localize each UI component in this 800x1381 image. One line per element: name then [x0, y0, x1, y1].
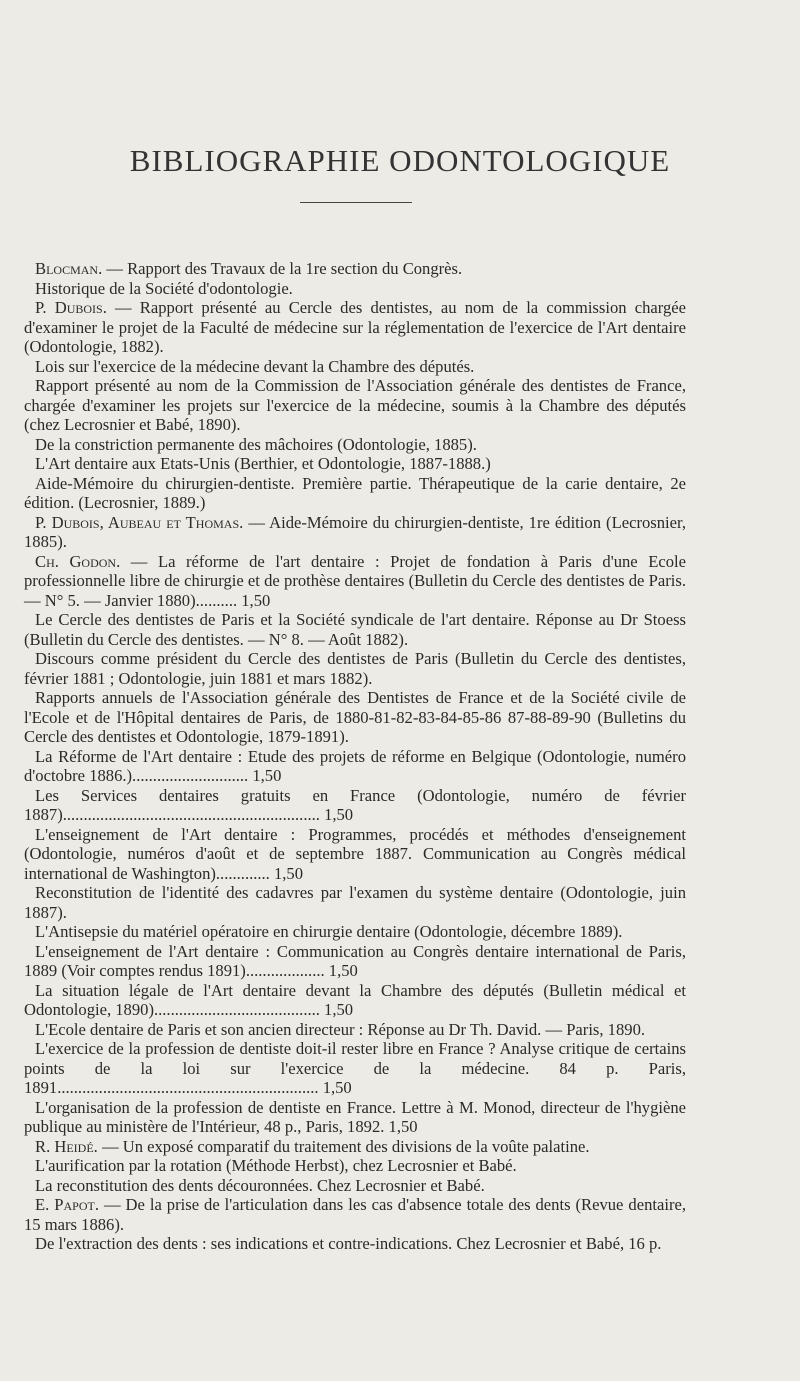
bibliography-entry	[24, 376, 686, 435]
bibliography-entry	[24, 1176, 686, 1196]
entry-text: Le Cercle des dentistes de Paris et la Société syndicale de l'art dentaire. Réponse au Dr Stoess (Bulletin du Cercle des dentistes. — N° 8. — Août 1882).	[24, 610, 686, 649]
entry-text: Rapport présenté au nom de la Commission de l'Association générale des dentistes de France, chargée d'examiner les projets sur l'exercice de la médecine, soumis à la Chambre des députés (chez Lecrosnier et Babé, 1890).	[24, 376, 686, 434]
entry-text: Reconstitution de l'identité des cadavres par l'examen du système dentaire (Odontologie, juin 1887).	[24, 883, 686, 922]
bibliography-entry	[24, 825, 686, 884]
entry-text: L'aurification par la rotation (Méthode Herbst), chez Lecrosnier et Babé.	[35, 1156, 517, 1175]
bibliography-entry	[24, 786, 686, 825]
bibliography-entry	[24, 649, 686, 688]
title-divider	[300, 202, 412, 203]
entry-text: L'Ecole dentaire de Paris et son ancien directeur : Réponse au Dr Th. David. — Paris, 1890.	[35, 1019, 646, 1039]
entry-author: Ch. Godon.	[35, 551, 121, 571]
bibliography-entry	[24, 552, 686, 611]
entry-text: Aide-Mémoire du chirurgien-dentiste. Première partie. Thérapeutique de la carie dentaire, 2e édition. (Lecrosnier, 1889.)	[24, 473, 686, 512]
bibliography-entry	[24, 513, 686, 552]
entry-text: — La réforme de l'art dentaire : Projet de fondation à Paris d'une Ecole professionnelle libre de chirurgie et de prothèse dentaires (Bulletin du Cercle des dentistes de Paris. — N° 5. — Janvier 1880).......... 1,50	[24, 551, 686, 610]
bibliography-entry	[24, 981, 686, 1020]
bibliography-entry	[24, 1137, 686, 1157]
entry-text: L'enseignement de l'Art dentaire : Programmes, procédés et méthodes d'enseignement (Odontologie, numéros d'août et de septembre 1887. Communication au Congrès médical international de Washington)............. 1,50	[24, 824, 686, 883]
bibliography-entry	[24, 1098, 686, 1137]
entry-text: De l'extraction des dents : ses indications et contre-indications. Chez Lecrosnier et Babé, 16 p.	[35, 1234, 662, 1253]
entry-author: P. Dubois.	[35, 298, 107, 317]
bibliography-entry	[24, 688, 686, 747]
bibliography-entry	[24, 435, 686, 455]
bibliography-entry	[24, 1195, 686, 1234]
entry-author: P. Dubois, Aubeau et Thomas.	[35, 512, 244, 532]
entry-text: L'Art dentaire aux Etats-Unis (Berthier, et Odontologie, 1887-1888.)	[35, 454, 491, 473]
entry-text: La situation légale de l'Art dentaire devant la Chambre des députés (Bulletin médical et Odontologie, 1890)........................................ 1,50	[24, 980, 686, 1019]
entry-text: De la constriction permanente des mâchoires (Odontologie, 1885).	[35, 434, 477, 454]
entry-text: — De la prise de l'articulation dans les cas d'absence totale des dents (Revue dentaire, 15 mars 1886).	[24, 1195, 686, 1234]
entry-text: L'Antisepsie du matériel opératoire en chirurgie dentaire (Odontologie, décembre 1889).	[35, 922, 623, 941]
entry-text: Lois sur l'exercice de la médecine devant la Chambre des députés.	[35, 356, 475, 376]
bibliography-entry	[24, 298, 686, 357]
page-title: BIBLIOGRAPHIE ODONTOLOGIQUE	[129, 142, 671, 178]
bibliography-entry	[24, 942, 686, 981]
bibliography-entry	[24, 279, 686, 299]
bibliography-entry	[24, 883, 686, 922]
bibliography-entry	[24, 1234, 686, 1254]
entry-text: La reconstitution des dents découronnées. Chez Lecrosnier et Babé.	[35, 1175, 485, 1195]
entry-text: L'enseignement de l'Art dentaire : Communication au Congrès dentaire international de Paris, 1889 (Voir comptes rendus 1891)................... 1,50	[24, 941, 686, 980]
entry-text: Les Services dentaires gratuits en France (Odontologie, numéro de février 1887).............................................................. 1,50	[24, 785, 686, 824]
entry-text: L'organisation de la profession de dentiste en France. Lettre à M. Monod, directeur de l'hygiène publique au ministère de l'Intérieur, 48 p., Paris, 1892. 1,50	[24, 1097, 686, 1136]
entry-text: La Réforme de l'Art dentaire : Etude des projets de réforme en Belgique (Odontologie, numéro d'octobre 1886.)............................ 1,50	[24, 746, 686, 785]
bibliography-entry	[24, 454, 686, 474]
entry-author: R. Heidé.	[35, 1136, 98, 1156]
bibliography-entry	[24, 259, 686, 279]
bibliography-entry	[24, 747, 686, 786]
entry-text: — Rapport des Travaux de la 1re section du Congrès.	[102, 259, 463, 278]
entry-author: E. Papot.	[35, 1195, 99, 1214]
bibliography-list	[24, 259, 686, 1254]
bibliography-entry	[24, 610, 686, 649]
entry-text: Rapports annuels de l'Association générale des Dentistes de France et de la Société civile de l'Ecole et de l'Hôpital dentaires de Paris, de 1880-81-82-83-84-85-86 87-88-89-90 (Bulletins du Cercle des dentistes et Odontologie, 1879-1891).	[24, 688, 686, 746]
entry-text: — Un exposé comparatif du traitement des divisions de la voûte palatine.	[97, 1136, 590, 1156]
bibliography-entry	[24, 357, 686, 377]
entry-text: Discours comme président du Cercle des dentistes de Paris (Bulletin du Cercle des dentistes, février 1881 ; Odontologie, juin 1881 et mars 1882).	[24, 649, 686, 688]
entry-text: — Rapport présenté au Cercle des dentistes, au nom de la commission chargée d'examiner le projet de la Faculté de médecine sur la réglementation de l'exercice de l'Art dentaire (Odontologie, 1882).	[24, 298, 687, 356]
entry-text: L'exercice de la profession de dentiste doit-il rester libre en France ? Analyse critique de certains points de la loi sur l'exercice de la médecine. 84 p. Paris, 1891............................................................... 1,50	[24, 1039, 686, 1097]
bibliography-entry	[24, 1039, 686, 1098]
bibliography-entry	[24, 1020, 686, 1040]
bibliography-entry	[24, 1156, 686, 1176]
bibliography-entry	[24, 922, 686, 942]
bibliography-entry	[24, 474, 686, 513]
entry-author: Blocman.	[35, 259, 103, 278]
entry-text: Historique de la Société d'odontologie.	[35, 278, 293, 298]
entry-text: — Aide-Mémoire du chirurgien-dentiste, 1re édition (Lecrosnier, 1885).	[24, 512, 687, 551]
